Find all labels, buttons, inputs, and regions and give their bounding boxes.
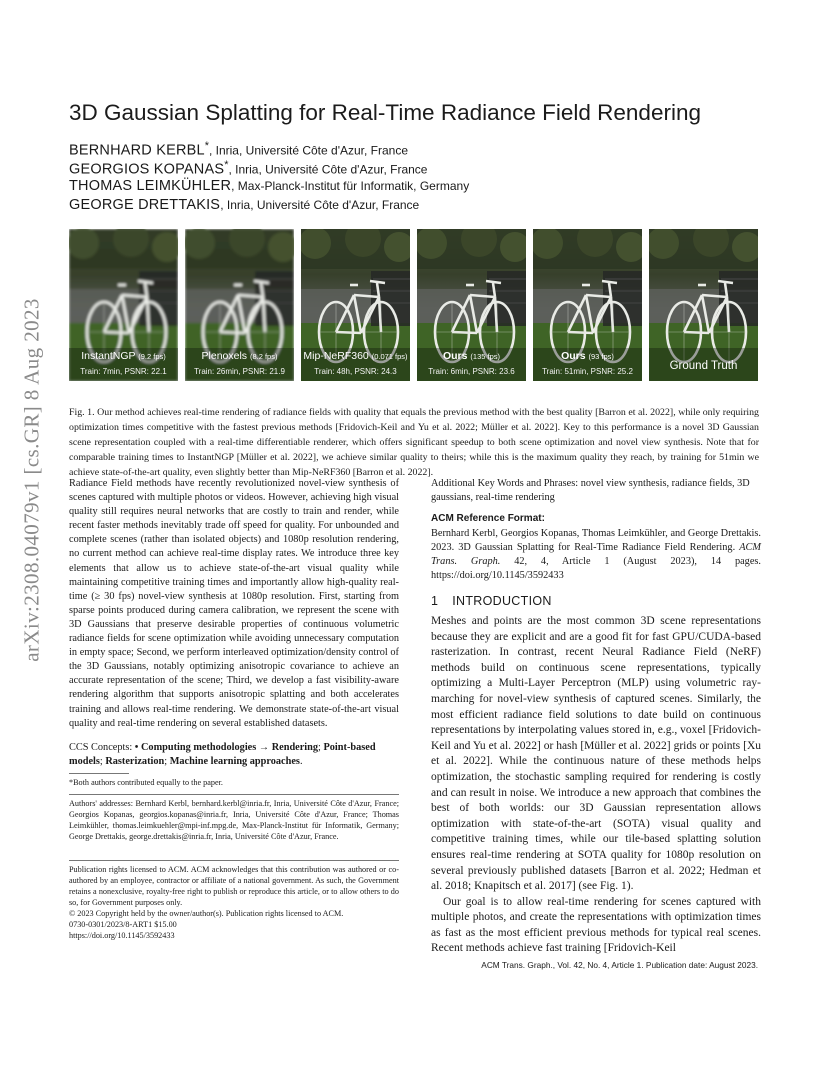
caption-text: Fig. 1. Our method achieves real-time rendering of radiance fields with quality that equals the previous method with the best quality [Barron et al. 2022], while only requiring optimization times competitive with the fastest previous methods [Fridovich-Keil and Yu et al. 2022; Müller et al. 2022]. Key to this performance is a novel 3D Gaussian scene representation coupled with a real-time differentiable renderer, which offers significant speedup to both scene optimization and novel view synthesis. Note that for comparable training times to InstantNGP [Müller et al. 2022], we achieve similar quality to theirs; while this is the maximum quality they reach, by training for 51min we achieve state-of-the-art quality, even slightly better than Mip-NeRF360 [Barron et al. 2022]. [69, 407, 759, 478]
intro-paragraph: Meshes and points are the most common 3D scene representations because they are explicit and are a good fit for fast GPU/CUDA-based rasterization. In contrast, recent Neural Radiance Field (NeRF) methods build on continuous scene representations, typically optimizing a Multi-Layer Perceptron (MLP) using volumetric ray-marching for novel-view synthesis of captured scenes. Similarly, the most efficient radiance field solutions to date build on continuous representations by interpolating values stored in, e.g., voxel [Fridovich-Keil and Yu et al. 2022] or hash [Müller et al. 2022] grids or points [Xu et al. 2022]. While the continuous nature of these methods helps optimization, the stochastic sampling required for rendering is costly and can result in noise. We introduce a new approach that combines the best of both worlds: our 3D Gaussian representation allows optimization with state-of-the-art (SOTA) visual quality and competitive training times, while our tile-based splatting solution ensures real-time rendering at SOTA quality for 1080p resolution on several previously published datasets [Barron et al. 2022; Hedman et al. 2018; Knapitsch et al. 2017] (see Fig. 1). [431, 615, 761, 893]
method-fps: (8.2 fps) [249, 352, 278, 361]
acm-ref-details: 42, 4, Article 1 (August 2023), 14 pages. https://doi.org/10.1145/3592433 [431, 556, 761, 582]
author-mark: * [204, 140, 209, 152]
author-affiliation: , Inria, Université Côte d'Azur, France [220, 198, 420, 212]
panel-stats: Train: 6min, PSNR: 23.6 [428, 367, 515, 376]
ccs-separator: ; [318, 742, 324, 753]
panel-method-label [301, 350, 410, 362]
figure-panel-ground-truth [649, 229, 758, 381]
rights-text: Publication rights licensed to ACM. ACM acknowledges that this contribution was authored or co-authored by an employee, contractor or affiliate of a national government. As such, the Government retains a nonexclusive, royalty-free right to publish or reproduce this article, or to allow others to do so, for Government purposes only. [69, 865, 399, 907]
author-line [69, 140, 408, 158]
author-line [69, 197, 419, 213]
footnote-divider [69, 794, 399, 795]
introduction-body [431, 614, 761, 957]
panel-stats: Train: 51min, PSNR: 25.2 [542, 367, 633, 376]
panel-stats: Train: 7min, PSNR: 22.1 [80, 367, 167, 376]
copyright-text: © 2023 Copyright held by the owner/author(s). Publication rights licensed to ACM. [69, 909, 344, 918]
author-affiliation: , Max-Planck-Institut für Informatik, Germany [231, 179, 470, 193]
ccs-label: CCS Concepts: [69, 742, 135, 753]
footnote-rule [69, 773, 129, 774]
intro-paragraph: Our goal is to allow real-time rendering for scenes captured with multiple photos, and create the representations with optimization times as fast as the most efficient previous methods for typical real scenes. Recent methods achieve fast training [Fridovich-Keil [431, 895, 761, 955]
author-line [69, 159, 427, 177]
figure-caption [69, 405, 759, 480]
figure-panel-mipnerf360 [301, 229, 410, 381]
method-name: Mip-NeRF360 [303, 350, 369, 362]
section-title: INTRODUCTION [452, 594, 552, 608]
method-name: Ours [442, 350, 468, 362]
author-name: GEORGIOS KOPANAS [69, 161, 225, 178]
ccs-bullet: • [134, 742, 141, 753]
figure-panel-ours-7k [417, 229, 526, 381]
author-mark: * [224, 159, 229, 171]
panel-method-label [417, 350, 526, 362]
panel-stats: Train: 26min, PSNR: 21.9 [194, 367, 285, 376]
ccs-separator: ; [99, 756, 106, 768]
ccs-end: . [299, 756, 303, 768]
abstract [69, 477, 399, 731]
page-footer: ACM Trans. Graph., Vol. 42, No. 4, Article 1. Publication date: August 2023. [481, 960, 758, 970]
author-name: GEORGE DRETTAKIS [69, 197, 221, 213]
equal-contribution-footnote: *Both authors contributed equally to the paper. [69, 778, 223, 787]
acm-reference-format [431, 527, 761, 583]
panel-method-label: Ground Truth [669, 360, 738, 372]
figure-panel-instantngp [69, 229, 178, 381]
method-name: InstantNGP [81, 350, 136, 362]
method-name: Ours [561, 350, 586, 362]
footnote-divider [69, 860, 399, 861]
ccs-concepts [69, 741, 399, 769]
paper-title: 3D Gaussian Splatting for Real-Time Radiance Field Rendering [69, 100, 701, 125]
method-fps: (0.071 fps) [371, 352, 408, 361]
author-affiliation: , Inria, Université Côte d'Azur, France [208, 143, 409, 158]
section-heading-introduction [431, 594, 566, 608]
panel-stats: Train: 48h, PSNR: 24.3 [314, 367, 397, 376]
arxiv-identifier [2, 285, 62, 675]
author-affiliation: , Inria, Université Côte d'Azur, France [228, 162, 428, 177]
panel-method-label [69, 350, 178, 362]
authors-addresses: Authors' addresses: Bernhard Kerbl, bernhard.kerbl@inria.fr, Inria, Université Côte d'Azur, France; Georgios Kopanas, georgios.kopanas@inria.fr, Inria, Université Côte d'Azur, France; Thomas Leimkühler, thomas.leimkuehler@mpi-inf.mpg.de, Max-Planck-Institut für Informatik, Germany; George Drettakis, george.drettakis@inria.fr, Inria, Université Côte d'Azur, France. [69, 799, 399, 841]
method-fps: (93 fps) [588, 352, 614, 361]
method-fps: (135 fps) [470, 352, 501, 361]
issn-text: 0730-0301/2023/8-ART1 $15.00 [69, 920, 177, 929]
figure-panel-plenoxels [185, 229, 294, 381]
panel-method-label [185, 350, 294, 362]
publication-rights [69, 864, 399, 941]
acm-reference-heading: ACM Reference Format: [431, 513, 545, 524]
additional-keywords: Additional Key Words and Phrases: novel view synthesis, radiance fields, 3D gaussians, real-time rendering [431, 478, 750, 504]
panel-method-label [533, 350, 642, 362]
abstract-text: Radiance Field methods have recently revolutionized novel-view synthesis of scenes captured with multiple photos or videos. However, achieving high visual quality still requires neural networks that are costly to train and render, while recent faster methods inevitably trade off speed for quality. For unbounded and complete scenes (rather than isolated objects) and 1080p resolution rendering, no current method can achieve real-time display rates. We introduce three key elements that allow us to achieve state-of-the-art visual quality while maintaining competitive training times and importantly allow high-quality real-time (≥ 30 fps) novel-view synthesis at 1080p resolution. First, starting from sparse points produced during camera calibration, we represent the scene with 3D Gaussians that preserve desirable properties of continuous volumetric radiance fields for scene optimization while avoiding unnecessary computation in empty space; Second, we perform interleaved optimization/density control of the 3D Gaussians, notably optimizing anisotropic covariance to achieve an accurate representation of the scene; Third, we develop a fast visibility-aware rendering algorithm that supports anisotropic splatting and both accelerates training and allows real-time rendering. We demonstrate state-of-the-art visual quality and real-time rendering on several established datasets. [69, 478, 399, 729]
ccs-concept: Computing methodologies → Rendering [140, 742, 319, 753]
doi-link[interactable]: https://doi.org/10.1145/3592433 [69, 931, 175, 940]
arxiv-id-text: arXiv:2308.04079v1 [cs.GR] 8 Aug 2023 [19, 298, 44, 662]
author-name: BERNHARD KERBL [69, 142, 205, 159]
author-line [69, 178, 469, 194]
acm-ref-text: Bernhard Kerbl, Georgios Kopanas, Thomas Leimkühler, and George Drettakis. 2023. 3D Gaussian Splatting for Real-Time Radiance Field Rendering. [431, 528, 761, 554]
method-fps: (9.2 fps) [138, 352, 166, 361]
acm-ref-journal: ACM Trans. Graph. [431, 542, 761, 568]
ccs-concept: Rasterization [105, 756, 165, 768]
ccs-concept: Point-based models [69, 742, 376, 768]
ccs-concept: Machine learning approaches [169, 756, 300, 768]
author-name: THOMAS LEIMKÜHLER [69, 178, 232, 194]
section-number: 1 [431, 594, 439, 608]
figure-panel-ours-30k [533, 229, 642, 381]
method-name: Plenoxels [201, 350, 248, 362]
ccs-separator: ; [164, 756, 170, 768]
